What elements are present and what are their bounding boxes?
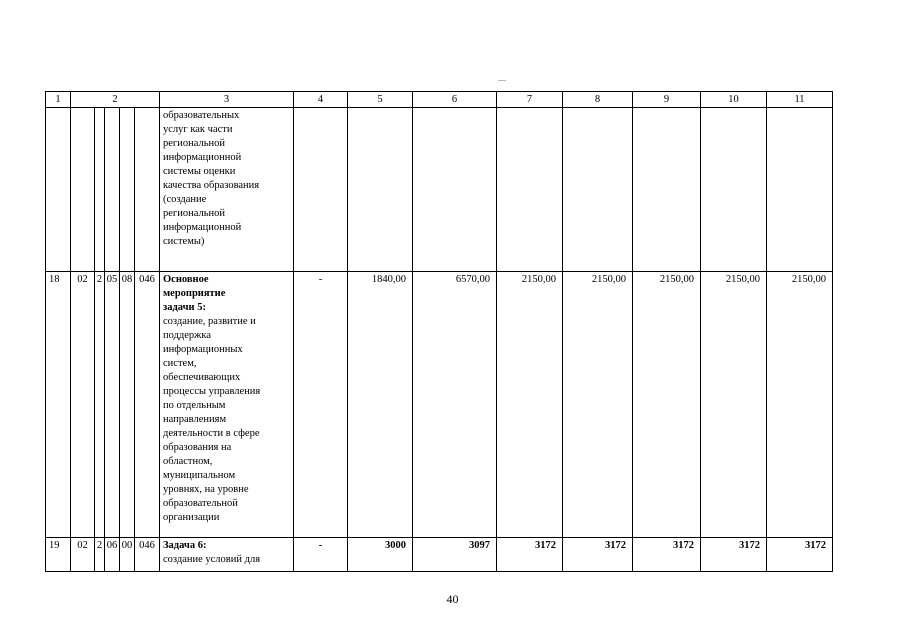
column-4-cell xyxy=(294,108,348,272)
code-cell xyxy=(135,108,160,272)
value-cell xyxy=(563,108,633,272)
table-row xyxy=(46,108,833,272)
description-text: образовательных услуг как части региональной информационной системы оценки качества образования (создание региональной информационной системы) xyxy=(163,110,260,247)
header-cell: 3 xyxy=(160,92,294,108)
budget-table xyxy=(45,91,833,572)
value-cell: 3097 xyxy=(413,538,497,572)
description-title: Задача 6: xyxy=(163,540,207,551)
header-cell: 5 xyxy=(348,92,413,108)
header-cell: 10 xyxy=(701,92,767,108)
row-number: 18 xyxy=(46,272,71,538)
code-cell: 05 xyxy=(105,272,120,538)
description-cell xyxy=(160,108,294,272)
value-cell: 3172 xyxy=(633,538,701,572)
description-text: создание, развитие и поддержка информационных систем, обеспечивающих процессы управления по отдельным направлениям деятельности в сфере образования на областном, муниципальном уровнях, на уровне образовательной организации xyxy=(163,316,261,523)
header-cell: 9 xyxy=(633,92,701,108)
description-cell xyxy=(160,272,294,538)
description-title: Основное мероприятие задачи 5: xyxy=(163,274,226,313)
value-cell: 2150,00 xyxy=(633,272,701,538)
value-cell: 3172 xyxy=(701,538,767,572)
code-cell: 2 xyxy=(95,538,105,572)
value-cell: 2150,00 xyxy=(563,272,633,538)
column-4-cell: - xyxy=(294,538,348,572)
header-cell: 1 xyxy=(46,92,71,108)
code-cell xyxy=(71,108,95,272)
header-cell: 6 xyxy=(413,92,497,108)
code-cell: 08 xyxy=(120,272,135,538)
value-cell xyxy=(633,108,701,272)
value-cell xyxy=(701,108,767,272)
code-cell: 02 xyxy=(71,272,95,538)
description-cell xyxy=(160,538,294,572)
value-cell: 2150,00 xyxy=(701,272,767,538)
code-cell xyxy=(95,108,105,272)
code-cell xyxy=(120,108,135,272)
header-cell: 8 xyxy=(563,92,633,108)
table-row xyxy=(46,272,833,538)
code-cell: 02 xyxy=(71,538,95,572)
header-cell: 2 xyxy=(71,92,160,108)
value-cell: 2150,00 xyxy=(767,272,833,538)
page-number: 40 xyxy=(446,592,459,606)
value-cell: 6570,00 xyxy=(413,272,497,538)
code-cell: 046 xyxy=(135,538,160,572)
code-cell: 00 xyxy=(120,538,135,572)
header-cell: 11 xyxy=(767,92,833,108)
value-cell: 3172 xyxy=(767,538,833,572)
value-cell xyxy=(348,108,413,272)
value-cell: 3000 xyxy=(348,538,413,572)
row-number: 19 xyxy=(46,538,71,572)
value-cell: 1840,00 xyxy=(348,272,413,538)
value-cell xyxy=(413,108,497,272)
value-cell xyxy=(497,108,563,272)
row-number xyxy=(46,108,71,272)
column-4-cell: - xyxy=(294,272,348,538)
header-cell: 7 xyxy=(497,92,563,108)
value-cell: 2150,00 xyxy=(497,272,563,538)
description-text: создание условий для xyxy=(163,554,261,565)
value-cell: 3172 xyxy=(497,538,563,572)
value-cell xyxy=(767,108,833,272)
code-cell xyxy=(105,108,120,272)
code-cell: 2 xyxy=(95,272,105,538)
header-row xyxy=(46,92,833,108)
header-cell: 4 xyxy=(294,92,348,108)
table-row xyxy=(46,538,833,572)
value-cell: 3172 xyxy=(563,538,633,572)
scan-mark xyxy=(498,80,506,81)
code-cell: 046 xyxy=(135,272,160,538)
code-cell: 06 xyxy=(105,538,120,572)
